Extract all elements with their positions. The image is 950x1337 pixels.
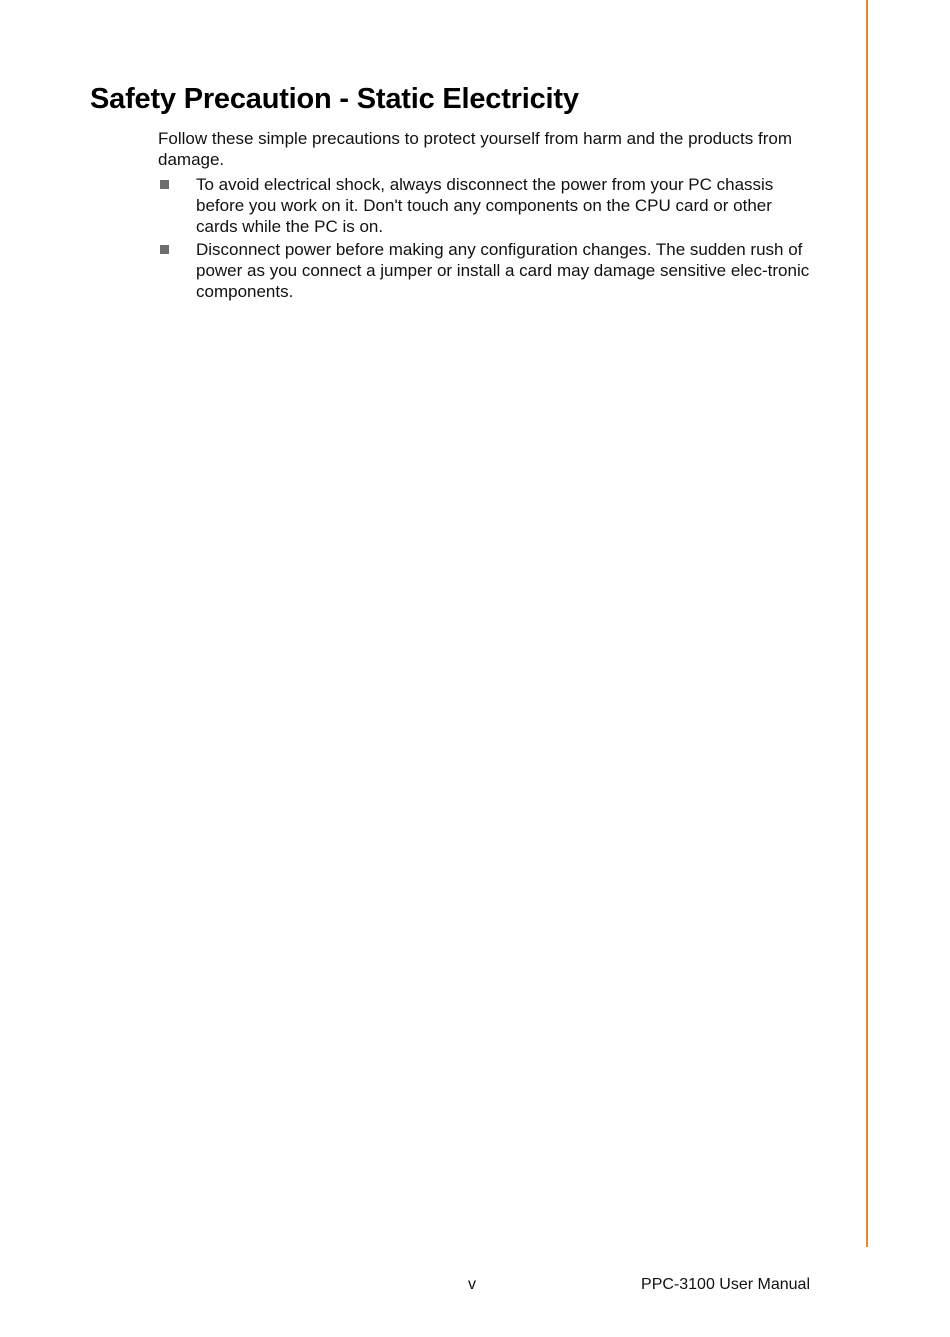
footer-page-number: v [468, 1276, 476, 1293]
list-item-text: Disconnect power before making any configuration changes. The sudden rush of power as you connect a jumper or install a card may damage sensitive elec-tronic components. [196, 240, 810, 301]
list-item-text: To avoid electrical shock, always disconnect the power from your PC chassis before you work on it. Don't touch any components on the CPU card or other cards while the PC is on. [196, 175, 774, 236]
list-item [158, 239, 818, 302]
footer-manual-name: PPC-3100 User Manual [641, 1276, 810, 1293]
intro-paragraph: Follow these simple precautions to protect yourself from harm and the products from damage. [158, 129, 793, 169]
list-item [158, 174, 818, 237]
square-bullet-icon [160, 245, 169, 254]
side-rule [866, 0, 868, 1247]
precaution-list [158, 174, 818, 304]
page-title: Safety Precaution - Static Electricity [90, 83, 579, 115]
square-bullet-icon [160, 180, 169, 189]
